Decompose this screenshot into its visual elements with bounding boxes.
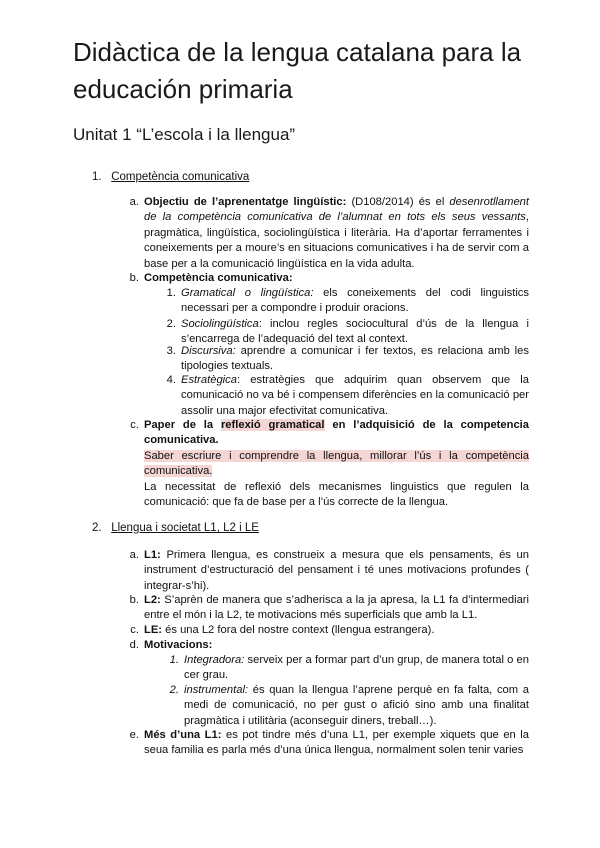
item-text: serveix per a formar part d’un grup, de manera total o en cer grau. <box>184 654 529 682</box>
section-number: 2. <box>92 522 102 534</box>
highlighted-text: Saber escriure i comprendre la llengua, millorar l’ús i la competència comunicativa. <box>144 449 529 478</box>
term-label: Objectiu de l’aprenentatge lingüístic: <box>144 196 347 208</box>
list-marker: 1. <box>166 287 176 299</box>
list-item-competencia <box>129 271 529 286</box>
sub-term: Integradora: <box>184 654 245 666</box>
section-2-heading <box>92 521 259 536</box>
term-label: Més d’una L1: <box>144 729 222 741</box>
item-emphasis: desenrotllament de la competència comunicativa de l’alumnat en tots els seus vessants <box>144 196 530 224</box>
item-text: es pot tindre més d’una L1, per exemple xiquets que en la seua familia es parla més d’una única llengua, normalment solen tenir varies <box>144 729 530 757</box>
list-marker: 2. <box>166 318 176 330</box>
list-marker: e. <box>129 729 139 741</box>
section-title: Competència comunicativa <box>111 171 250 183</box>
list-marker: d. <box>129 639 139 651</box>
term-label: en l’adquisició de la competencia comunicativa. <box>144 419 529 447</box>
sublist-item <box>166 286 529 317</box>
list-marker: 4. <box>166 374 176 386</box>
sub-term: Estratègica <box>181 374 237 386</box>
item-text: els coneixements del codi linguistics necessari per a compondre i produir oracions. <box>181 287 529 315</box>
list-item-l1 <box>129 548 529 594</box>
item-text: , pragmàtica, lingüística, sociolingüística i literària. Ha d’aportar ferramentes i coneixements per a moure’s en situacions comunicatives i ha de servir com a base per a la comunicació lingüística en la vida adulta. <box>144 211 529 270</box>
list-item-motivacions <box>129 638 529 653</box>
list-marker: 1. <box>169 654 179 666</box>
term-label: Motivacions: <box>144 639 213 651</box>
item-text: : estratègies que adquirim quan observem que la comunicació no va bé i compensem diferències en la comunicació per assolir una major efectivitat comunicativa. <box>181 374 529 417</box>
highlighted-term: reflexió gramatical <box>220 419 325 431</box>
item-text: La necessitat de reflexió dels mecanismes linguistics que regulen la comunicació: que fa de base per a l’ús correcte de la llengua. <box>144 480 529 509</box>
list-item-l2 <box>129 593 529 624</box>
term-label: L2: <box>144 594 161 606</box>
list-item-mes-l1 <box>129 728 530 759</box>
sub-term: Gramatical o lingüística: <box>181 287 314 299</box>
item-text: és quan la llengua l’aprene perquè en fa falta, com a medi de comunicació, no per gust o afició sino amb una finalitat pragmàtica i utilitària (aconseguir diners, treball…). <box>184 684 529 727</box>
item-text: : inclou regles sociocultural d’ús de la llengua i s’encarrega de l’adequació del text al context. <box>181 318 529 346</box>
list-item-le <box>130 623 529 638</box>
document-title: Didàctica de la lengua catalana para la educación primaria <box>73 37 522 104</box>
item-text: Primera llengua, es construeix a mesura que els pensaments, és un instrument d’estructuració del pensament i té unes motivacions profundes ( integrar-s’hi). <box>144 549 529 592</box>
item-text: (D108/2014) és el <box>346 196 450 208</box>
term-label: LE: <box>144 624 163 636</box>
sublist-item <box>169 653 529 684</box>
item-text: aprendre a comunicar i fer textos, es relaciona amb les tipologies textuals. <box>181 345 529 373</box>
list-marker: 3. <box>166 345 176 357</box>
list-marker: 2. <box>169 684 179 696</box>
sublist-item <box>166 344 529 375</box>
list-marker: b. <box>129 272 139 284</box>
list-marker: c. <box>130 624 139 636</box>
term-label: Competència comunicativa: <box>144 272 293 284</box>
list-marker: a. <box>129 549 139 561</box>
section-title: Llengua i societat L1, L2 i LE <box>111 522 259 534</box>
sub-term: Discursiva: <box>181 345 236 357</box>
list-marker: b. <box>129 594 139 606</box>
list-item-objectiu <box>129 195 530 272</box>
term-label: Paper de la <box>144 419 221 431</box>
section-number: 1. <box>92 171 102 183</box>
sub-term: Sociolingüística <box>181 318 259 330</box>
item-text: és una L2 fora del nostre context (llengua estrangera). <box>162 624 435 636</box>
unit-heading: Unitat 1 “L’escola i la llengua” <box>73 125 296 144</box>
term-label: L1: <box>144 549 161 561</box>
sublist-item <box>166 373 529 419</box>
list-item-paper <box>130 418 529 510</box>
item-text: S’aprèn de manera que s’adherisca a la ja apresa, la L1 fa d’intermediari entre el món i la L2, te motivacions més superficials que amb la L1. <box>144 594 529 622</box>
section-1-heading <box>92 170 249 185</box>
sublist-item <box>169 683 529 729</box>
list-marker: c. <box>130 419 139 431</box>
sub-term: instrumental: <box>184 684 249 696</box>
list-marker: a. <box>129 196 139 208</box>
